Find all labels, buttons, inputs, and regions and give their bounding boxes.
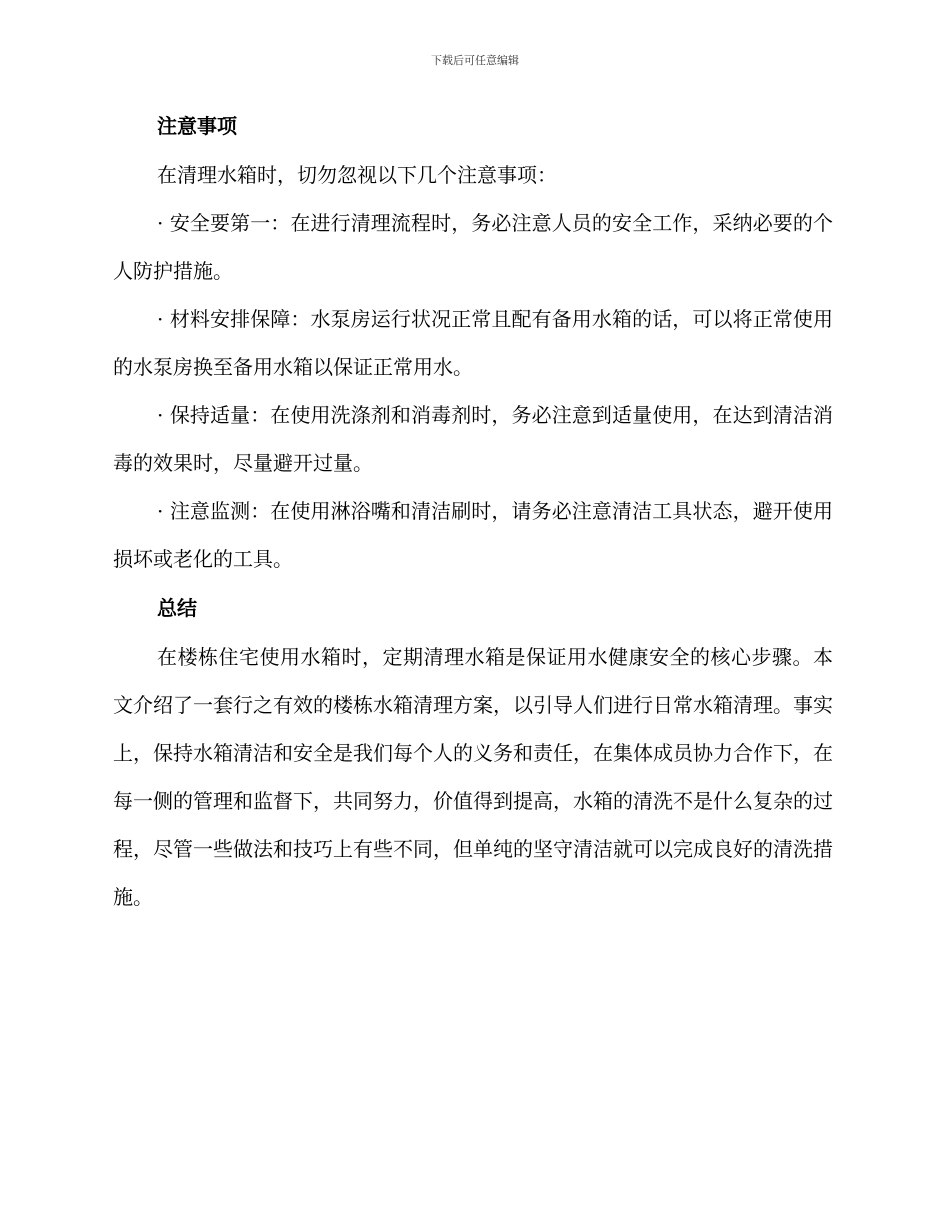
notes-intro-paragraph: 在清理水箱时，切勿忽视以下几个注意事项： <box>157 163 557 187</box>
notes-item-materials: · 材料安排保障：水泵房运行状况正常且配有备用水箱的话，可以将正常使用的水泵房换至备用水箱以保证正常用水。 <box>113 307 833 379</box>
section-heading-summary: 总结 <box>157 596 197 620</box>
notes-item-moderation: · 保持适量：在使用洗涤剂和消毒剂时，务必注意到适量使用，在达到清洁消毒的效果时，尽量避开过量。 <box>113 403 833 475</box>
notes-item-monitoring: · 注意监测：在使用淋浴嘴和清洁刷时，请务必注意清洁工具状态，避开使用损坏或老化的工具。 <box>113 499 833 571</box>
notes-item-safety: · 安全要第一：在进行清理流程时，务必注意人员的安全工作，采纳必要的个人防护措施。 <box>113 211 833 283</box>
document-body <box>113 111 833 921</box>
page-header: 下载后可任意编辑 <box>431 54 519 67</box>
section-heading-notes: 注意事项 <box>157 114 237 138</box>
summary-paragraph: 在楼栋住宅使用水箱时，定期清理水箱是保证用水健康安全的核心步骤。本文介绍了一套行之有效的楼栋水箱清理方案，以引导人们进行日常水箱清理。事实上，保持水箱清洁和安全是我们每个人的义务和责任，在集体成员协力合作下，在每一侧的管理和监督下，共同努力，价值得到提高，水箱的清洗不是什么复杂的过程，尽管一些做法和技巧上有些不同，但单纯的坚守清洁就可以完成良好的清洗措施。 <box>113 645 833 909</box>
